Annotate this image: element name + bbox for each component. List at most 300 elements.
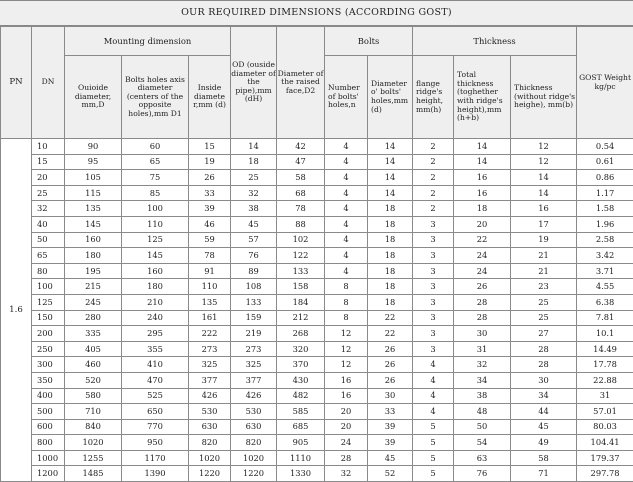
bolt-hole-diameter-cell: 52: [368, 466, 413, 482]
flange-ridge-height-cell: 4: [413, 372, 454, 388]
gost-weight-cell: 2.58: [577, 232, 633, 248]
flange-ridge-height-cell: 5: [413, 450, 454, 466]
bolt-hole-diameter-cell: 18: [368, 279, 413, 295]
od-cell: 1220: [231, 466, 277, 482]
bolt-hole-diameter-cell: 14: [368, 139, 413, 155]
table-row: [1, 201, 633, 217]
flange-ridge-height-cell: 2: [413, 154, 454, 170]
total-thickness-cell: 14: [454, 154, 511, 170]
number-of-bolts-cell: 24: [325, 435, 368, 451]
bolt-hole-diameter-cell: 33: [368, 404, 413, 420]
number-of-bolts-cell: 4: [325, 185, 368, 201]
thickness-without-ridge-cell: 34: [511, 388, 577, 404]
od-cell: 630: [231, 419, 277, 435]
thickness-without-ridge-cell: 21: [511, 263, 577, 279]
outside-diameter-cell: 215: [65, 279, 122, 295]
bolt-holes-axis-diameter-cell: 950: [122, 435, 189, 451]
flange-ridge-height-cell: 3: [413, 232, 454, 248]
inside-diameter-cell: 15: [189, 139, 231, 155]
od-cell: 820: [231, 435, 277, 451]
inside-diameter-cell: 26: [189, 170, 231, 186]
bolt-hole-diameter-cell: 14: [368, 170, 413, 186]
raised-face-diameter-cell: 268: [277, 326, 325, 342]
gost-weight-cell: 14.49: [577, 341, 633, 357]
table-row: [1, 341, 633, 357]
gost-weight-cell: 80.03: [577, 419, 633, 435]
table-row: [1, 139, 633, 155]
number-of-bolts-cell: 16: [325, 388, 368, 404]
number-of-bolts-cell: 16: [325, 372, 368, 388]
table-header: [1, 27, 633, 139]
bolt-holes-axis-diameter-cell: 1170: [122, 450, 189, 466]
table-title: OUR REQUIRED DIMENSIONS (ACCORDING GOST): [0, 0, 633, 26]
bolt-holes-axis-diameter-cell: 650: [122, 404, 189, 420]
bolt-hole-diameter-cell: 26: [368, 357, 413, 373]
total-thickness-cell: 48: [454, 404, 511, 420]
bolt-holes-axis-diameter-cell: 410: [122, 357, 189, 373]
gost-weight-cell: 4.55: [577, 279, 633, 295]
gost-weight-cell: 179.37: [577, 450, 633, 466]
table-row: [1, 263, 633, 279]
gost-weight-cell: 17.78: [577, 357, 633, 373]
table-row: [1, 248, 633, 264]
thickness-without-ridge-cell: 28: [511, 357, 577, 373]
thickness-without-ridge-cell: 45: [511, 419, 577, 435]
header-thickness: Thickness: [413, 27, 577, 56]
table-row: [1, 326, 633, 342]
bolt-hole-diameter-cell: 18: [368, 248, 413, 264]
table-row: [1, 435, 633, 451]
od-cell: 32: [231, 185, 277, 201]
od-cell: 377: [231, 372, 277, 388]
inside-diameter-cell: 222: [189, 326, 231, 342]
inside-diameter-cell: 377: [189, 372, 231, 388]
number-of-bolts-cell: 8: [325, 279, 368, 295]
inside-diameter-cell: 135: [189, 294, 231, 310]
total-thickness-cell: 28: [454, 310, 511, 326]
table-row: [1, 185, 633, 201]
od-cell: 14: [231, 139, 277, 155]
inside-diameter-cell: 78: [189, 248, 231, 264]
dn-cell: 125: [32, 294, 65, 310]
thickness-without-ridge-cell: 21: [511, 248, 577, 264]
outside-diameter-cell: 405: [65, 341, 122, 357]
raised-face-diameter-cell: 430: [277, 372, 325, 388]
outside-diameter-cell: 145: [65, 216, 122, 232]
table-row: [1, 466, 633, 482]
header-bolt-hole-diameter: Diameter o' bolts' holes,mm (d): [368, 56, 413, 139]
bolt-holes-axis-diameter-cell: 110: [122, 216, 189, 232]
inside-diameter-cell: 1220: [189, 466, 231, 482]
header-number-of-bolts: Number of bolts' holes,n: [325, 56, 368, 139]
total-thickness-cell: 14: [454, 139, 511, 155]
number-of-bolts-cell: 4: [325, 139, 368, 155]
flange-ridge-height-cell: 3: [413, 263, 454, 279]
outside-diameter-cell: 520: [65, 372, 122, 388]
gost-weight-cell: 1.96: [577, 216, 633, 232]
raised-face-diameter-cell: 685: [277, 419, 325, 435]
number-of-bolts-cell: 4: [325, 170, 368, 186]
total-thickness-cell: 30: [454, 326, 511, 342]
outside-diameter-cell: 1020: [65, 435, 122, 451]
gost-weight-cell: 3.71: [577, 263, 633, 279]
bolt-holes-axis-diameter-cell: 75: [122, 170, 189, 186]
raised-face-diameter-cell: 905: [277, 435, 325, 451]
od-cell: 89: [231, 263, 277, 279]
dn-cell: 1200: [32, 466, 65, 482]
table-row: [1, 216, 633, 232]
number-of-bolts-cell: 8: [325, 294, 368, 310]
flange-ridge-height-cell: 5: [413, 466, 454, 482]
table-row: [1, 294, 633, 310]
raised-face-diameter-cell: 184: [277, 294, 325, 310]
bolt-holes-axis-diameter-cell: 210: [122, 294, 189, 310]
raised-face-diameter-cell: 1330: [277, 466, 325, 482]
od-cell: 18: [231, 154, 277, 170]
gost-weight-cell: 0.54: [577, 139, 633, 155]
pn-value-cell: 1.6: [1, 139, 32, 482]
number-of-bolts-cell: 12: [325, 341, 368, 357]
od-cell: 108: [231, 279, 277, 295]
outside-diameter-cell: 1485: [65, 466, 122, 482]
od-cell: 25: [231, 170, 277, 186]
outside-diameter-cell: 335: [65, 326, 122, 342]
dn-cell: 80: [32, 263, 65, 279]
dn-cell: 15: [32, 154, 65, 170]
dn-cell: 300: [32, 357, 65, 373]
thickness-without-ridge-cell: 28: [511, 341, 577, 357]
bolt-hole-diameter-cell: 22: [368, 326, 413, 342]
bolt-hole-diameter-cell: 39: [368, 435, 413, 451]
thickness-without-ridge-cell: 25: [511, 294, 577, 310]
thickness-without-ridge-cell: 19: [511, 232, 577, 248]
od-cell: 426: [231, 388, 277, 404]
od-cell: 1020: [231, 450, 277, 466]
bolt-holes-axis-diameter-cell: 65: [122, 154, 189, 170]
header-mounting-dimension: Mounting dimension: [65, 27, 231, 56]
od-cell: 159: [231, 310, 277, 326]
thickness-without-ridge-cell: 23: [511, 279, 577, 295]
outside-diameter-cell: 160: [65, 232, 122, 248]
thickness-without-ridge-cell: 71: [511, 466, 577, 482]
dn-cell: 400: [32, 388, 65, 404]
bolt-hole-diameter-cell: 18: [368, 201, 413, 217]
total-thickness-cell: 54: [454, 435, 511, 451]
raised-face-diameter-cell: 370: [277, 357, 325, 373]
gost-weight-cell: 7.81: [577, 310, 633, 326]
dn-cell: 1000: [32, 450, 65, 466]
thickness-without-ridge-cell: 58: [511, 450, 577, 466]
dn-cell: 250: [32, 341, 65, 357]
table-row: [1, 154, 633, 170]
inside-diameter-cell: 273: [189, 341, 231, 357]
dn-cell: 200: [32, 326, 65, 342]
flange-ridge-height-cell: 3: [413, 341, 454, 357]
thickness-without-ridge-cell: 17: [511, 216, 577, 232]
inside-diameter-cell: 161: [189, 310, 231, 326]
total-thickness-cell: 24: [454, 248, 511, 264]
thickness-without-ridge-cell: 14: [511, 170, 577, 186]
raised-face-diameter-cell: 158: [277, 279, 325, 295]
od-cell: 530: [231, 404, 277, 420]
thickness-without-ridge-cell: 16: [511, 201, 577, 217]
gost-weight-cell: 1.58: [577, 201, 633, 217]
thickness-without-ridge-cell: 12: [511, 139, 577, 155]
gost-weight-cell: 10.1: [577, 326, 633, 342]
dn-cell: 800: [32, 435, 65, 451]
gost-weight-cell: 6.38: [577, 294, 633, 310]
number-of-bolts-cell: 12: [325, 357, 368, 373]
thickness-without-ridge-cell: 12: [511, 154, 577, 170]
table-row: [1, 404, 633, 420]
table-row: [1, 170, 633, 186]
inside-diameter-cell: 1020: [189, 450, 231, 466]
outside-diameter-cell: 105: [65, 170, 122, 186]
bolt-holes-axis-diameter-cell: 160: [122, 263, 189, 279]
bolt-holes-axis-diameter-cell: 180: [122, 279, 189, 295]
thickness-without-ridge-cell: 30: [511, 372, 577, 388]
od-cell: 325: [231, 357, 277, 373]
outside-diameter-cell: 180: [65, 248, 122, 264]
outside-diameter-cell: 245: [65, 294, 122, 310]
gost-weight-cell: 0.61: [577, 154, 633, 170]
flange-ridge-height-cell: 4: [413, 357, 454, 373]
outside-diameter-cell: 840: [65, 419, 122, 435]
table-row: [1, 310, 633, 326]
gost-weight-cell: 57.01: [577, 404, 633, 420]
flange-ridge-height-cell: 3: [413, 326, 454, 342]
flange-ridge-height-cell: 3: [413, 248, 454, 264]
bolt-hole-diameter-cell: 18: [368, 294, 413, 310]
inside-diameter-cell: 426: [189, 388, 231, 404]
total-thickness-cell: 38: [454, 388, 511, 404]
gost-weight-cell: 3.42: [577, 248, 633, 264]
outside-diameter-cell: 195: [65, 263, 122, 279]
table-row: [1, 372, 633, 388]
table-row: [1, 357, 633, 373]
dn-cell: 20: [32, 170, 65, 186]
bolt-holes-axis-diameter-cell: 125: [122, 232, 189, 248]
table-row: [1, 279, 633, 295]
od-cell: 273: [231, 341, 277, 357]
raised-face-diameter-cell: 133: [277, 263, 325, 279]
raised-face-diameter-cell: 88: [277, 216, 325, 232]
header-pn: PN: [1, 27, 32, 139]
table-row: [1, 388, 633, 404]
bolt-hole-diameter-cell: 26: [368, 372, 413, 388]
bolt-hole-diameter-cell: 26: [368, 341, 413, 357]
flange-ridge-height-cell: 3: [413, 294, 454, 310]
outside-diameter-cell: 90: [65, 139, 122, 155]
flange-ridge-height-cell: 2: [413, 139, 454, 155]
od-cell: 57: [231, 232, 277, 248]
total-thickness-cell: 22: [454, 232, 511, 248]
table-row: [1, 419, 633, 435]
inside-diameter-cell: 46: [189, 216, 231, 232]
inside-diameter-cell: 630: [189, 419, 231, 435]
total-thickness-cell: 34: [454, 372, 511, 388]
outside-diameter-cell: 460: [65, 357, 122, 373]
bolt-hole-diameter-cell: 45: [368, 450, 413, 466]
header-raised-face-diameter: Diameter of the raised face,D2: [277, 27, 325, 139]
od-cell: 38: [231, 201, 277, 217]
gost-weight-cell: 104.41: [577, 435, 633, 451]
inside-diameter-cell: 91: [189, 263, 231, 279]
bolt-hole-diameter-cell: 18: [368, 263, 413, 279]
header-dn: DN: [32, 27, 65, 139]
total-thickness-cell: 63: [454, 450, 511, 466]
bolt-holes-axis-diameter-cell: 100: [122, 201, 189, 217]
number-of-bolts-cell: 8: [325, 310, 368, 326]
total-thickness-cell: 50: [454, 419, 511, 435]
header-total-thickness: Total thickness (toghether with ridge's height),mm (h+b): [454, 56, 511, 139]
header-thickness-without-ridge: Thickness (without ridge's heighe), mm(b): [511, 56, 577, 139]
bolt-holes-axis-diameter-cell: 60: [122, 139, 189, 155]
bolt-holes-axis-diameter-cell: 470: [122, 372, 189, 388]
dn-cell: 40: [32, 216, 65, 232]
outside-diameter-cell: 115: [65, 185, 122, 201]
number-of-bolts-cell: 4: [325, 216, 368, 232]
thickness-without-ridge-cell: 27: [511, 326, 577, 342]
number-of-bolts-cell: 28: [325, 450, 368, 466]
od-cell: 133: [231, 294, 277, 310]
total-thickness-cell: 16: [454, 185, 511, 201]
bolt-hole-diameter-cell: 22: [368, 310, 413, 326]
dn-cell: 500: [32, 404, 65, 420]
total-thickness-cell: 28: [454, 294, 511, 310]
number-of-bolts-cell: 4: [325, 201, 368, 217]
total-thickness-cell: 24: [454, 263, 511, 279]
inside-diameter-cell: 33: [189, 185, 231, 201]
total-thickness-cell: 16: [454, 170, 511, 186]
bolt-holes-axis-diameter-cell: 145: [122, 248, 189, 264]
gost-weight-cell: 1.17: [577, 185, 633, 201]
outside-diameter-cell: 135: [65, 201, 122, 217]
bolt-hole-diameter-cell: 30: [368, 388, 413, 404]
flange-ridge-height-cell: 4: [413, 388, 454, 404]
number-of-bolts-cell: 32: [325, 466, 368, 482]
header-bolts: Bolts: [325, 27, 413, 56]
inside-diameter-cell: 19: [189, 154, 231, 170]
table-body: [1, 139, 633, 482]
outside-diameter-cell: 95: [65, 154, 122, 170]
total-thickness-cell: 18: [454, 201, 511, 217]
raised-face-diameter-cell: 78: [277, 201, 325, 217]
dn-cell: 350: [32, 372, 65, 388]
outside-diameter-cell: 280: [65, 310, 122, 326]
header-inside-diameter: Inside diamete r,mm (d): [189, 56, 231, 139]
bolt-holes-axis-diameter-cell: 85: [122, 185, 189, 201]
bolt-holes-axis-diameter-cell: 355: [122, 341, 189, 357]
od-cell: 45: [231, 216, 277, 232]
raised-face-diameter-cell: 68: [277, 185, 325, 201]
thickness-without-ridge-cell: 49: [511, 435, 577, 451]
thickness-without-ridge-cell: 14: [511, 185, 577, 201]
raised-face-diameter-cell: 1110: [277, 450, 325, 466]
total-thickness-cell: 76: [454, 466, 511, 482]
table-row: [1, 232, 633, 248]
flange-ridge-height-cell: 5: [413, 435, 454, 451]
bolt-holes-axis-diameter-cell: 240: [122, 310, 189, 326]
total-thickness-cell: 20: [454, 216, 511, 232]
gost-weight-cell: 297.78: [577, 466, 633, 482]
header-outside-diameter: Ouioide diameter, mm,D: [65, 56, 122, 139]
outside-diameter-cell: 580: [65, 388, 122, 404]
thickness-without-ridge-cell: 44: [511, 404, 577, 420]
dn-cell: 25: [32, 185, 65, 201]
bolt-hole-diameter-cell: 18: [368, 216, 413, 232]
dn-cell: 100: [32, 279, 65, 295]
header-flange-ridge-height: flange ridge's height, mm(h): [413, 56, 454, 139]
flange-ridge-height-cell: 2: [413, 170, 454, 186]
gost-weight-cell: 22.88: [577, 372, 633, 388]
thickness-without-ridge-cell: 25: [511, 310, 577, 326]
total-thickness-cell: 32: [454, 357, 511, 373]
header-bolt-holes-axis-diameter: Bolts holes axis diameter (centers of the opposite holes),mm D1: [122, 56, 189, 139]
flange-ridge-height-cell: 2: [413, 185, 454, 201]
bolt-holes-axis-diameter-cell: 295: [122, 326, 189, 342]
inside-diameter-cell: 530: [189, 404, 231, 420]
flange-ridge-height-cell: 4: [413, 404, 454, 420]
number-of-bolts-cell: 4: [325, 154, 368, 170]
number-of-bolts-cell: 20: [325, 419, 368, 435]
number-of-bolts-cell: 4: [325, 248, 368, 264]
flange-ridge-height-cell: 3: [413, 216, 454, 232]
raised-face-diameter-cell: 482: [277, 388, 325, 404]
outside-diameter-cell: 1255: [65, 450, 122, 466]
raised-face-diameter-cell: 58: [277, 170, 325, 186]
bolt-hole-diameter-cell: 14: [368, 185, 413, 201]
number-of-bolts-cell: 20: [325, 404, 368, 420]
od-cell: 219: [231, 326, 277, 342]
raised-face-diameter-cell: 320: [277, 341, 325, 357]
inside-diameter-cell: 110: [189, 279, 231, 295]
gost-weight-cell: 31: [577, 388, 633, 404]
inside-diameter-cell: 59: [189, 232, 231, 248]
bolt-hole-diameter-cell: 39: [368, 419, 413, 435]
inside-diameter-cell: 39: [189, 201, 231, 217]
raised-face-diameter-cell: 585: [277, 404, 325, 420]
number-of-bolts-cell: 4: [325, 232, 368, 248]
dn-cell: 65: [32, 248, 65, 264]
dn-cell: 32: [32, 201, 65, 217]
flange-ridge-height-cell: 2: [413, 201, 454, 217]
gost-weight-cell: 0.86: [577, 170, 633, 186]
raised-face-diameter-cell: 42: [277, 139, 325, 155]
outside-diameter-cell: 710: [65, 404, 122, 420]
dn-cell: 10: [32, 139, 65, 155]
bolt-holes-axis-diameter-cell: 525: [122, 388, 189, 404]
raised-face-diameter-cell: 122: [277, 248, 325, 264]
raised-face-diameter-cell: 47: [277, 154, 325, 170]
number-of-bolts-cell: 4: [325, 263, 368, 279]
number-of-bolts-cell: 12: [325, 326, 368, 342]
table-row: [1, 450, 633, 466]
flange-ridge-height-cell: 3: [413, 310, 454, 326]
inside-diameter-cell: 325: [189, 357, 231, 373]
dn-cell: 150: [32, 310, 65, 326]
bolt-hole-diameter-cell: 14: [368, 154, 413, 170]
flange-ridge-height-cell: 5: [413, 419, 454, 435]
od-cell: 76: [231, 248, 277, 264]
bolt-holes-axis-diameter-cell: 770: [122, 419, 189, 435]
header-od: OD (ouside diameter of the pipe),mm (dH): [231, 27, 277, 139]
total-thickness-cell: 31: [454, 341, 511, 357]
dimensions-table: [0, 26, 633, 482]
bolt-holes-axis-diameter-cell: 1390: [122, 466, 189, 482]
inside-diameter-cell: 820: [189, 435, 231, 451]
flange-ridge-height-cell: 3: [413, 279, 454, 295]
